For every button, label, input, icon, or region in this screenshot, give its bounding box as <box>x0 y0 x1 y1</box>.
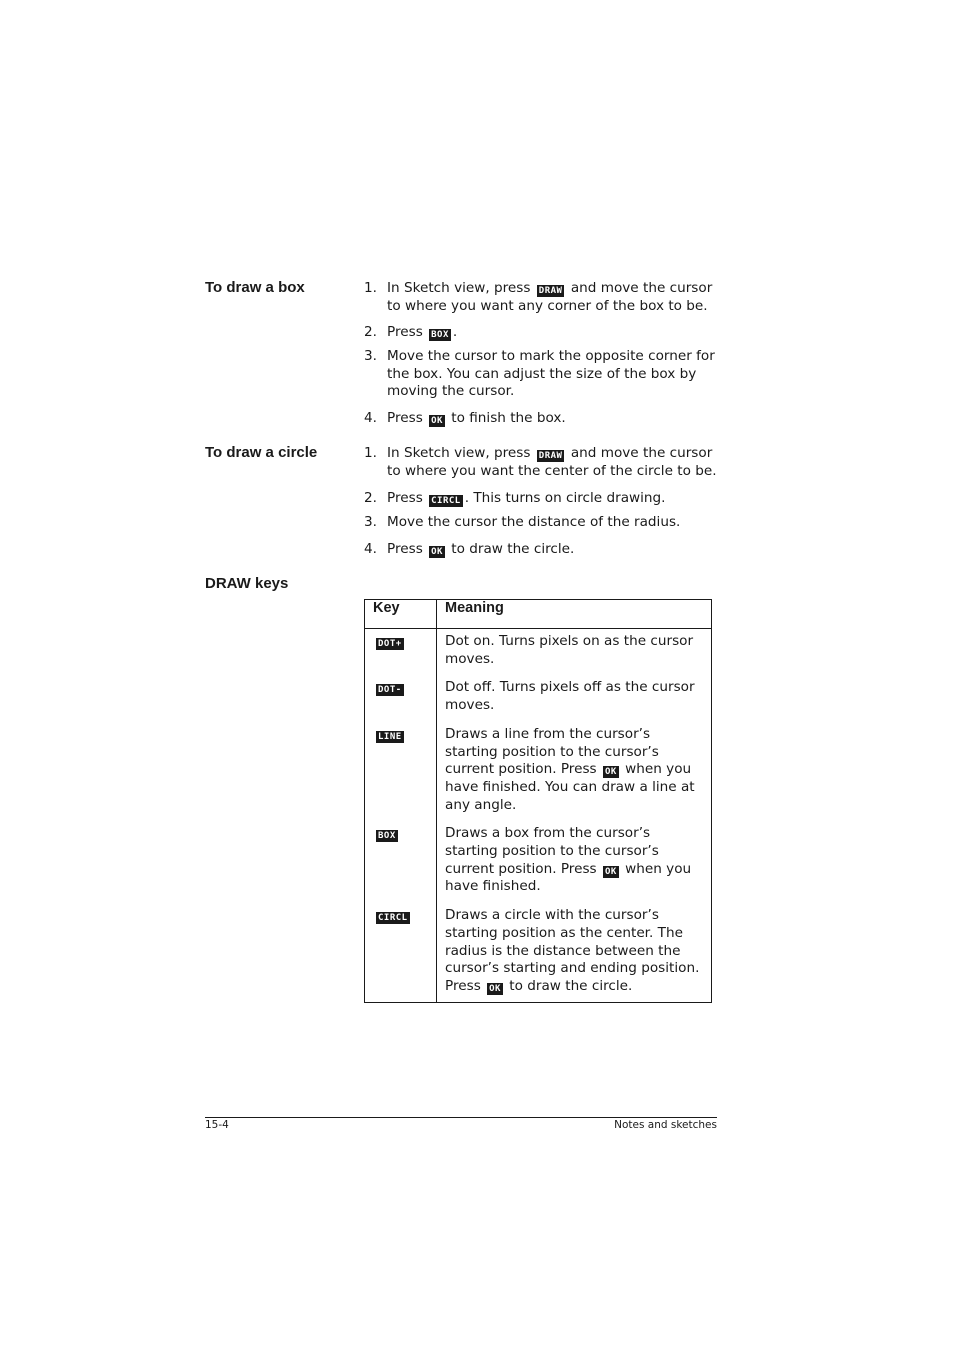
ok-key: OK <box>489 983 501 994</box>
box-key: BOX <box>378 831 396 842</box>
table-row <box>365 679 712 725</box>
line-key: LINE <box>378 731 402 742</box>
meaning-cell: Dot on. Turns pixels on as the cursor moves. <box>437 629 712 680</box>
footer-rule <box>205 1117 717 1118</box>
table-row <box>365 907 712 1002</box>
meaning-cell: Draws a box from the cursor’s starting position to the cursor’s current position. Press OK when you have finished. <box>437 825 712 907</box>
draw-keys-title: DRAW keys <box>205 575 289 592</box>
ok-key: OK <box>604 866 617 877</box>
table-row <box>365 825 712 907</box>
ok-key: OK <box>431 547 443 557</box>
draw-key: DRAW <box>538 286 563 296</box>
chapter-name: Notes and sketches <box>614 1119 717 1131</box>
circle-section-title: To draw a circle <box>205 444 318 461</box>
box-key: BOX <box>431 330 449 340</box>
circle-step-1: 1. In Sketch view, press DRAW and move the cursor to where you want the center of the circle to be. <box>364 445 717 479</box>
circle-step-3: 3. Move the cursor the distance of the radius. <box>364 514 681 530</box>
ok-key: OK <box>604 767 617 778</box>
box-step-4: 4. Press OK to finish the box. <box>364 410 566 426</box>
table-row <box>365 726 712 826</box>
circle-step-4: 4. Press OK to draw the circle. <box>364 541 575 557</box>
box-step-3: 3. Move the cursor to mark the opposite corner for the box. You can adjust the size of the box by moving the cursor. <box>364 348 715 400</box>
meaning-column-header: Meaning <box>437 600 712 629</box>
key-column-header: Key <box>365 600 437 629</box>
meaning-cell: Draws a circle with the cursor’s starting position as the center. The radius is the distance between the cursor’s starting and ending position. Press OK to draw the circle. <box>437 907 712 1002</box>
table-row <box>365 629 712 680</box>
circl-key: CIRCL <box>431 496 461 506</box>
box-step-2: 2. Press BOX . <box>364 324 458 340</box>
dot-off-key: DOT- <box>378 685 402 696</box>
table-header-row <box>365 600 712 629</box>
draw-keys-table <box>364 599 712 1003</box>
ok-key: OK <box>431 416 443 426</box>
box-section-title: To draw a box <box>205 279 305 296</box>
circl-key: CIRCL <box>378 913 408 924</box>
meaning-cell: Draws a line from the cursor’s starting position to the cursor’s current position. Press OK when you have finished. You can draw a line at any angle. <box>437 726 712 826</box>
box-step-1: 1. In Sketch view, press DRAW and move the cursor to where you want any corner of the box to be. <box>364 280 713 314</box>
page-number: 15-4 <box>205 1119 229 1131</box>
meaning-cell: Dot off. Turns pixels off as the cursor moves. <box>437 679 712 725</box>
dot-on-key: DOT+ <box>378 639 402 649</box>
circle-step-2: 2. Press CIRCL . This turns on circle drawing. <box>364 490 666 506</box>
draw-key: DRAW <box>538 451 563 461</box>
